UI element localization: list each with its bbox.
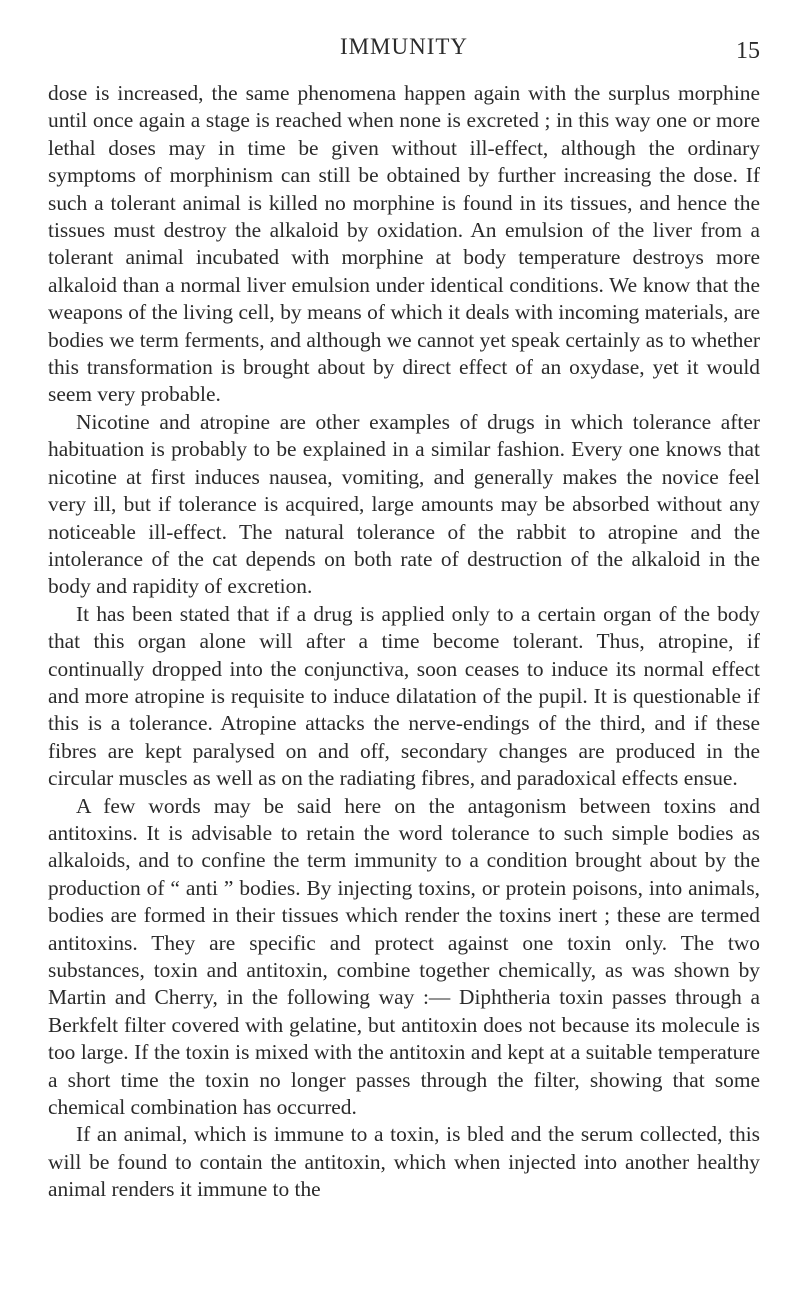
running-head — [48, 34, 760, 62]
paragraph-immune-serum: If an animal, which is immune to a toxin, is bled and the serum collected, this will be found to contain the antitoxin, which when injected into another healthy animal renders it immune to the — [48, 1122, 760, 1202]
paragraph-local-tolerance: It has been stated that if a drug is applied only to a certain organ of the body that this organ alone will after a time become tolerant. Thus, atropine, if continually dropped into the conjunctiva, soon ceases to induce its normal effect and more atropine is requisite to induce dilatation of the pupil. It is questionable if this is a tolerance. Atropine attacks the nerve-endings of the third, and if these fibres are kept paralysed on and off, secondary changes are produced in the circular muscles as well as on the radiating fibres, and paradoxical effects ensue. — [48, 601, 760, 791]
paragraph-toxins-antitoxins: A few words may be said here on the antagonism between toxins and antitoxins. It is advisable to retain the word tolerance to such simple bodies as alkaloids, and to confine the term immunity to a condition brought about by the production of “ anti ” bodies. By injecting toxins, or protein poisons, into animals, bodies are formed in their tissues which render the toxins inert ; these are termed antitoxins. They are specific and protect against one toxin only. The two substances, toxin and antitoxin, combine together chemically, as was shown by Martin and Cherry, in the following way :— Diphtheria toxin passes through a Berkfelt filter covered with gelatine, but antitoxin does not because its molecule is too large. If the toxin is mixed with the antitoxin and kept at a suitable temperature a short time the toxin no longer passes through the filter, showing that some chemical combination has occurred. — [48, 793, 760, 1120]
paragraph-nicotine-atropine: Nicotine and atropine are other examples of drugs in which tolerance after habituation is probably to be explained in a similar fashion. Every one knows that nicotine at first induces nausea, vomiting, and generally makes the novice feel very ill, but if tolerance is acquired, large amounts may be absorbed without any noticeable ill-effect. The natural tolerance of the rabbit to atropine and the intolerance of the cat depends on both rate of destruction of the alkaloid in the body and rapidity of excretion. — [48, 409, 760, 599]
page-number: 15 — [736, 38, 760, 64]
paragraph-morphine-continuation: dose is increased, the same phenomena happen again with the surplus morphine until once again a stage is reached when none is excreted ; in this way one or more lethal doses may in time be given without ill-effect, although the ordinary symptoms of morphinism can still be obtained by further increasing the dose. If such a tolerant animal is killed no morphine is found in its tissues, and hence the tissues must destroy the alkaloid by oxidation. An emulsion of the liver from a tolerant animal incubated with morphine at body temperature destroys more alkaloid than a normal liver emulsion under identical conditions. We know that the weapons of the living cell, by means of which it deals with incoming materials, are bodies we term ferments, and although we cannot yet speak certainly as to whether this transformation is brought about by direct effect of an oxydase, yet it would seem very probable. — [48, 81, 760, 407]
body-text — [48, 80, 760, 1204]
running-title: IMMUNITY — [339, 34, 469, 59]
